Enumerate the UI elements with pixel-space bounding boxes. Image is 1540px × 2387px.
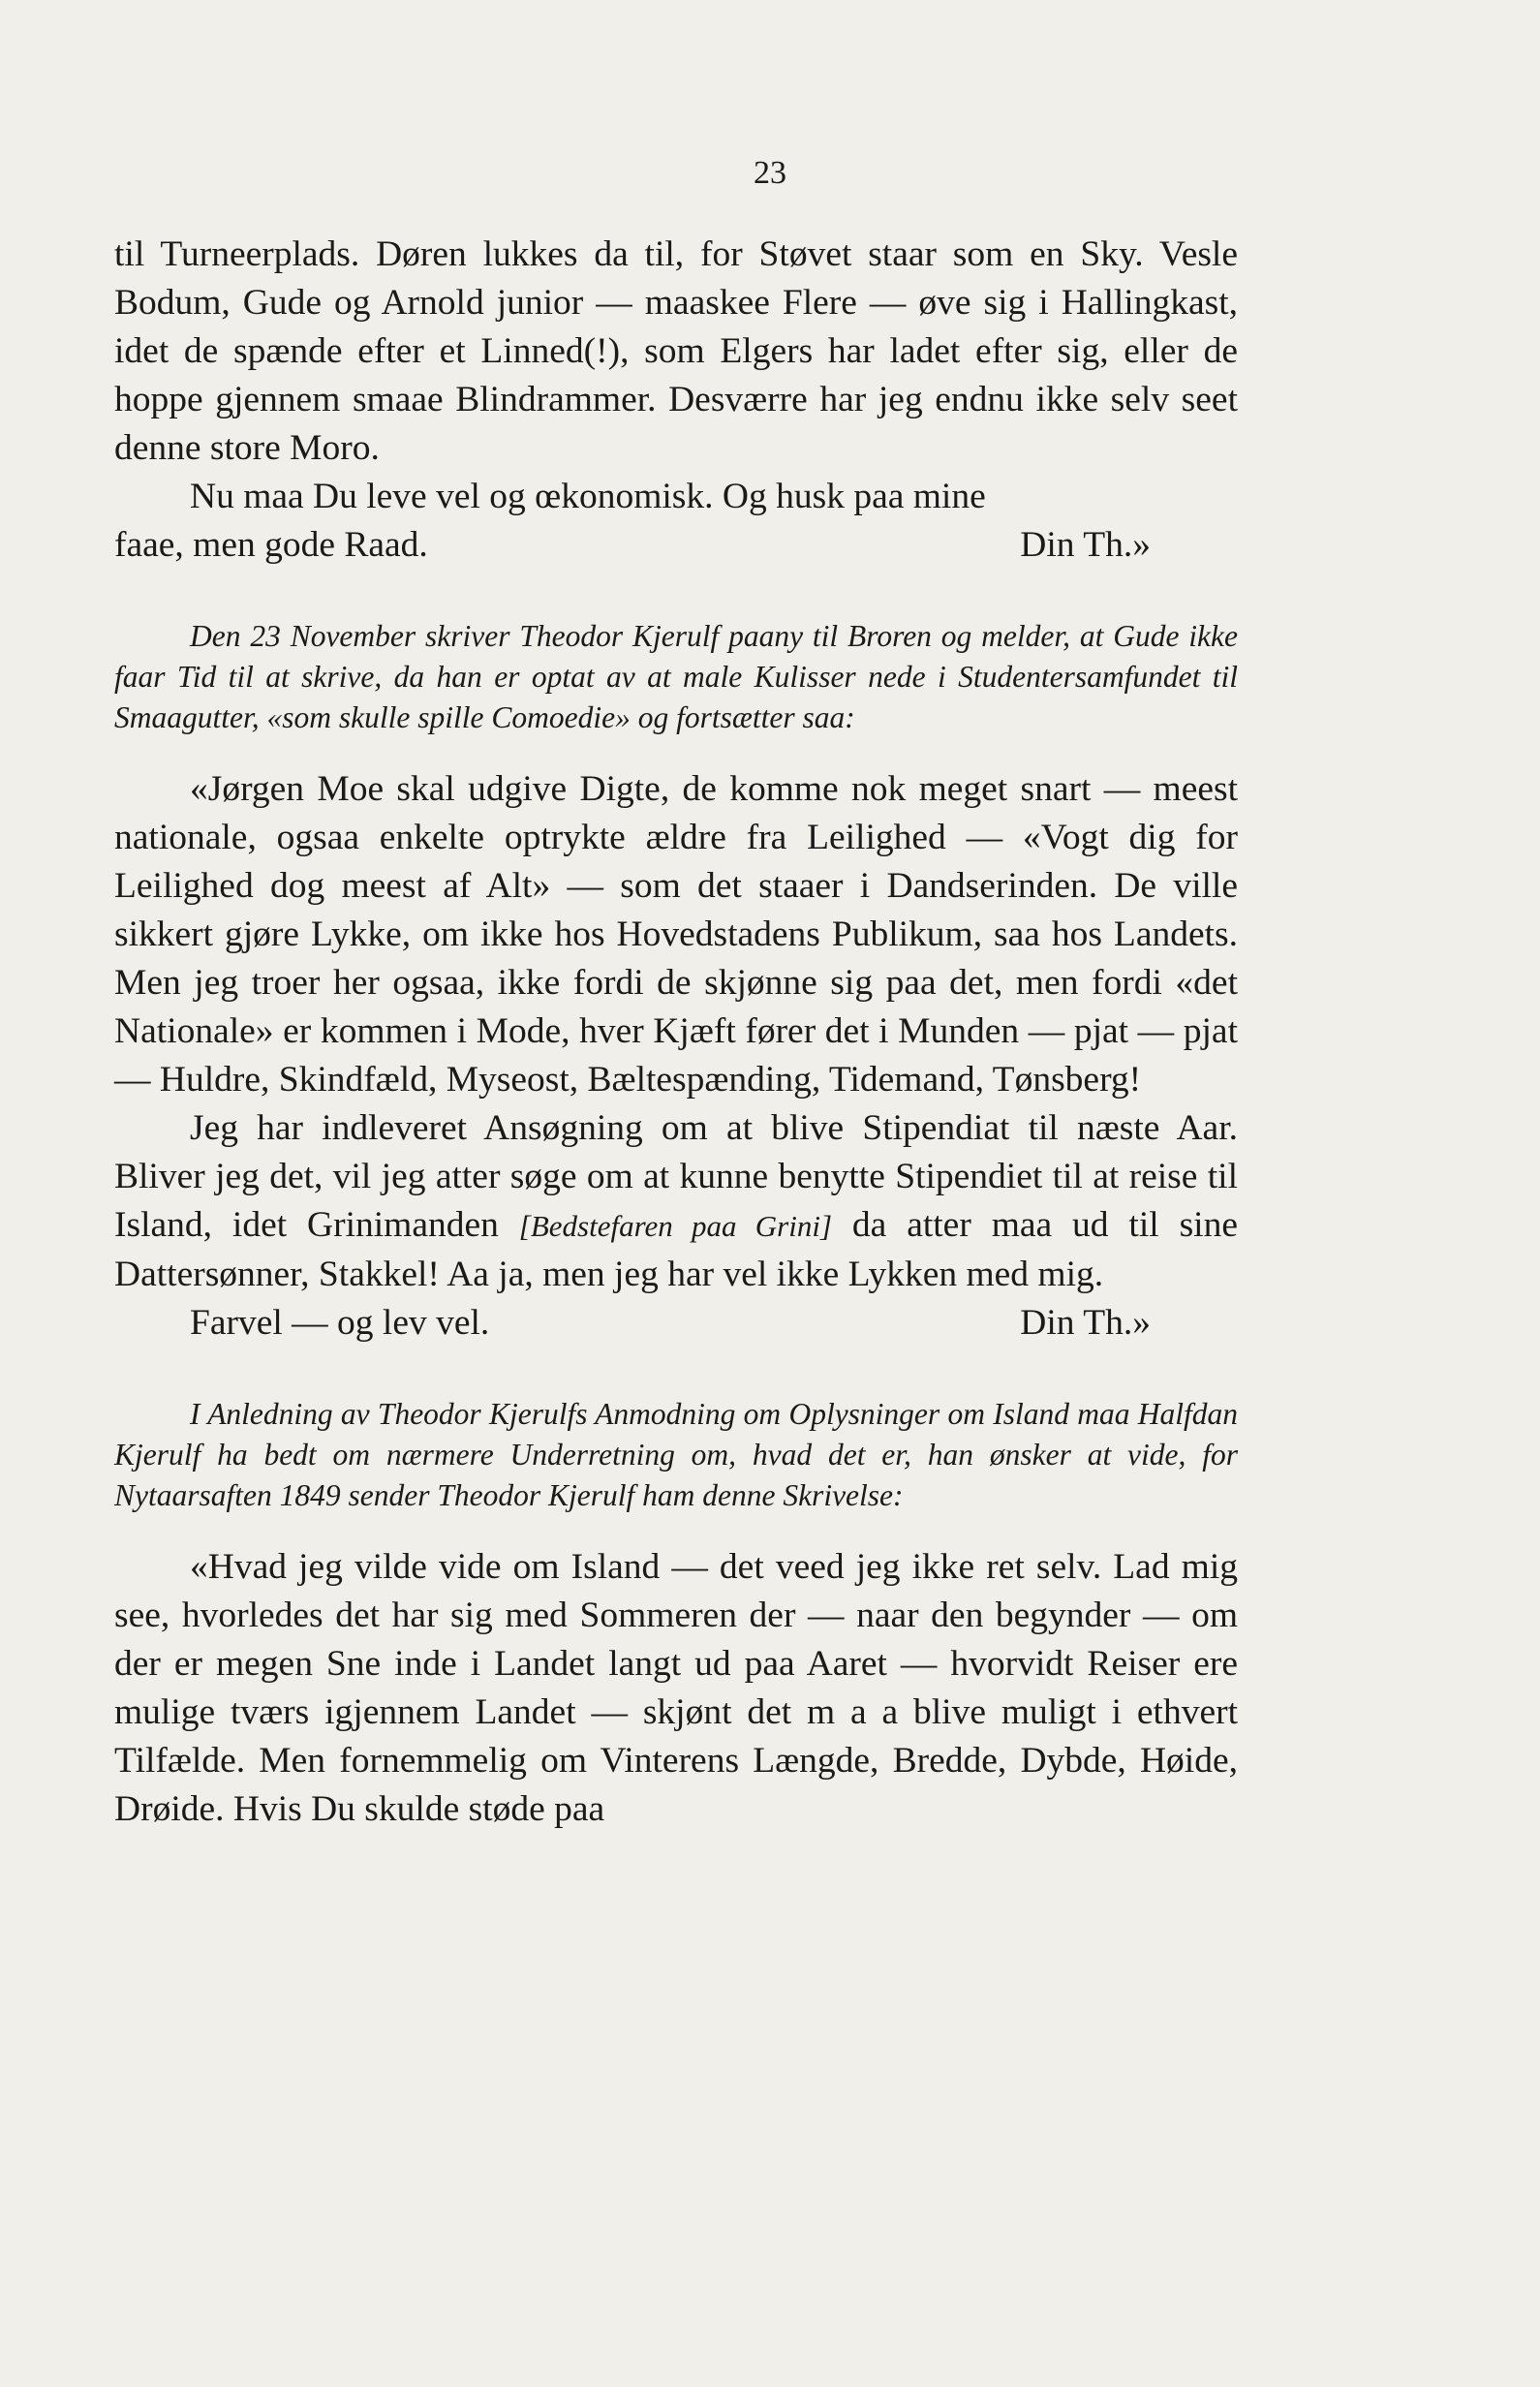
paragraph-1: til Turneerplads. Døren lukkes da til, for Støvet staar som en Sky. Vesle Bodum, Gude og Arnold junior — maaskee Flere — øve sig i Hallingkast, idet de spænde efter et Linned(!), som Elgers har ladet efter sig, eller de hoppe gjennem smaae Blindrammer. Desværre har jeg endnu ikke selv seet denne store Moro. bbox=[114, 234, 1238, 468]
paragraph-5: «Hvad jeg vilde vide om Island — det veed jeg ikke ret selv. Lad mig see, hvorledes det har sig med Sommeren der — naar den begynder — om der er megen Sne inde i Landet langt ud paa Aaret — hvorvidt Reiser ere mulige tværs igjennem Landet — skjønt det m a a blive muligt i ethvert Tilfælde. Men fornemmelig om Vinterens Længde, Bredde, Dybde, Høide, Drøide. Hvis Du skulde støde paa bbox=[114, 1547, 1238, 1829]
editorial-note-2: I Anledning av Theodor Kjerulfs Anmodning om Oplysninger om Island maa Halfdan Kjerulf ha bedt om nærmere Underretning om, hvad det er, han ønsker at vide, for Nytaarsaften 1849 sender Theodor Kjerulf ham denne Skrivelse: bbox=[114, 1397, 1238, 1512]
page-number: 23 bbox=[754, 155, 786, 191]
paragraph-4-part-b: da atter maa ud til sine Dattersønner, Stakkel! Aa ja, men jeg har vel ikke Lykken med mig. bbox=[114, 1205, 1238, 1294]
signature-line-1 bbox=[114, 521, 1238, 570]
signature-2-text: Farvel — og lev vel. bbox=[190, 1303, 490, 1343]
paragraph-3: «Jørgen Moe skal udgive Digte, de komme nok meget snart — meest nationale, ogsaa enkelte optrykte ældre fra Leilighed — «Vogt dig for Leilighed dog meest af Alt» — som det staaer i Dandserinden. De ville sikkert gjøre Lykke, om ikke hos Hovedstadens Publikum, saa hos Landets. Men jeg troer her ogsaa, ikke fordi de skjønne sig paa det, men fordi «det Nationale» er kommen i Mode, hver Kjæft fører det i Munden — pjat — pjat — Huldre, Skindfæld, Myseost, Bæltespænding, Tidemand, Tønsberg! bbox=[114, 769, 1238, 1100]
paragraph-2: Nu maa Du leve vel og œkonomisk. Og husk paa mine bbox=[190, 477, 986, 516]
body-text bbox=[114, 231, 1238, 1834]
signature-1-text: faae, men gode Raad. bbox=[114, 525, 428, 565]
signature-line-2 bbox=[114, 1299, 1238, 1348]
signature-1-name: Din Th.» bbox=[1020, 525, 1151, 565]
paragraph-4-bracket-note: [Bedstefaren paa Grini] bbox=[518, 1209, 833, 1243]
editorial-note-1: Den 23 November skriver Theodor Kjerulf paany til Broren og melder, at Gude ikke faar Tid til at skrive, da han er optat av at male Kulisser nede i Studentersamfundet til Smaagutter, «som skulle spille Comoedie» og fortsætter saa: bbox=[114, 619, 1238, 734]
paragraph-4 bbox=[114, 1104, 1238, 1299]
paragraph-4-part-a: Jeg har indleveret Ansøgning om at blive Stipendiat til næste Aar. Bliver jeg det, vil jeg atter søge om at kunne benytte Stipendiet til at reise til Island, idet Grinimanden bbox=[114, 1108, 1238, 1245]
signature-2-name: Din Th.» bbox=[1020, 1303, 1151, 1343]
